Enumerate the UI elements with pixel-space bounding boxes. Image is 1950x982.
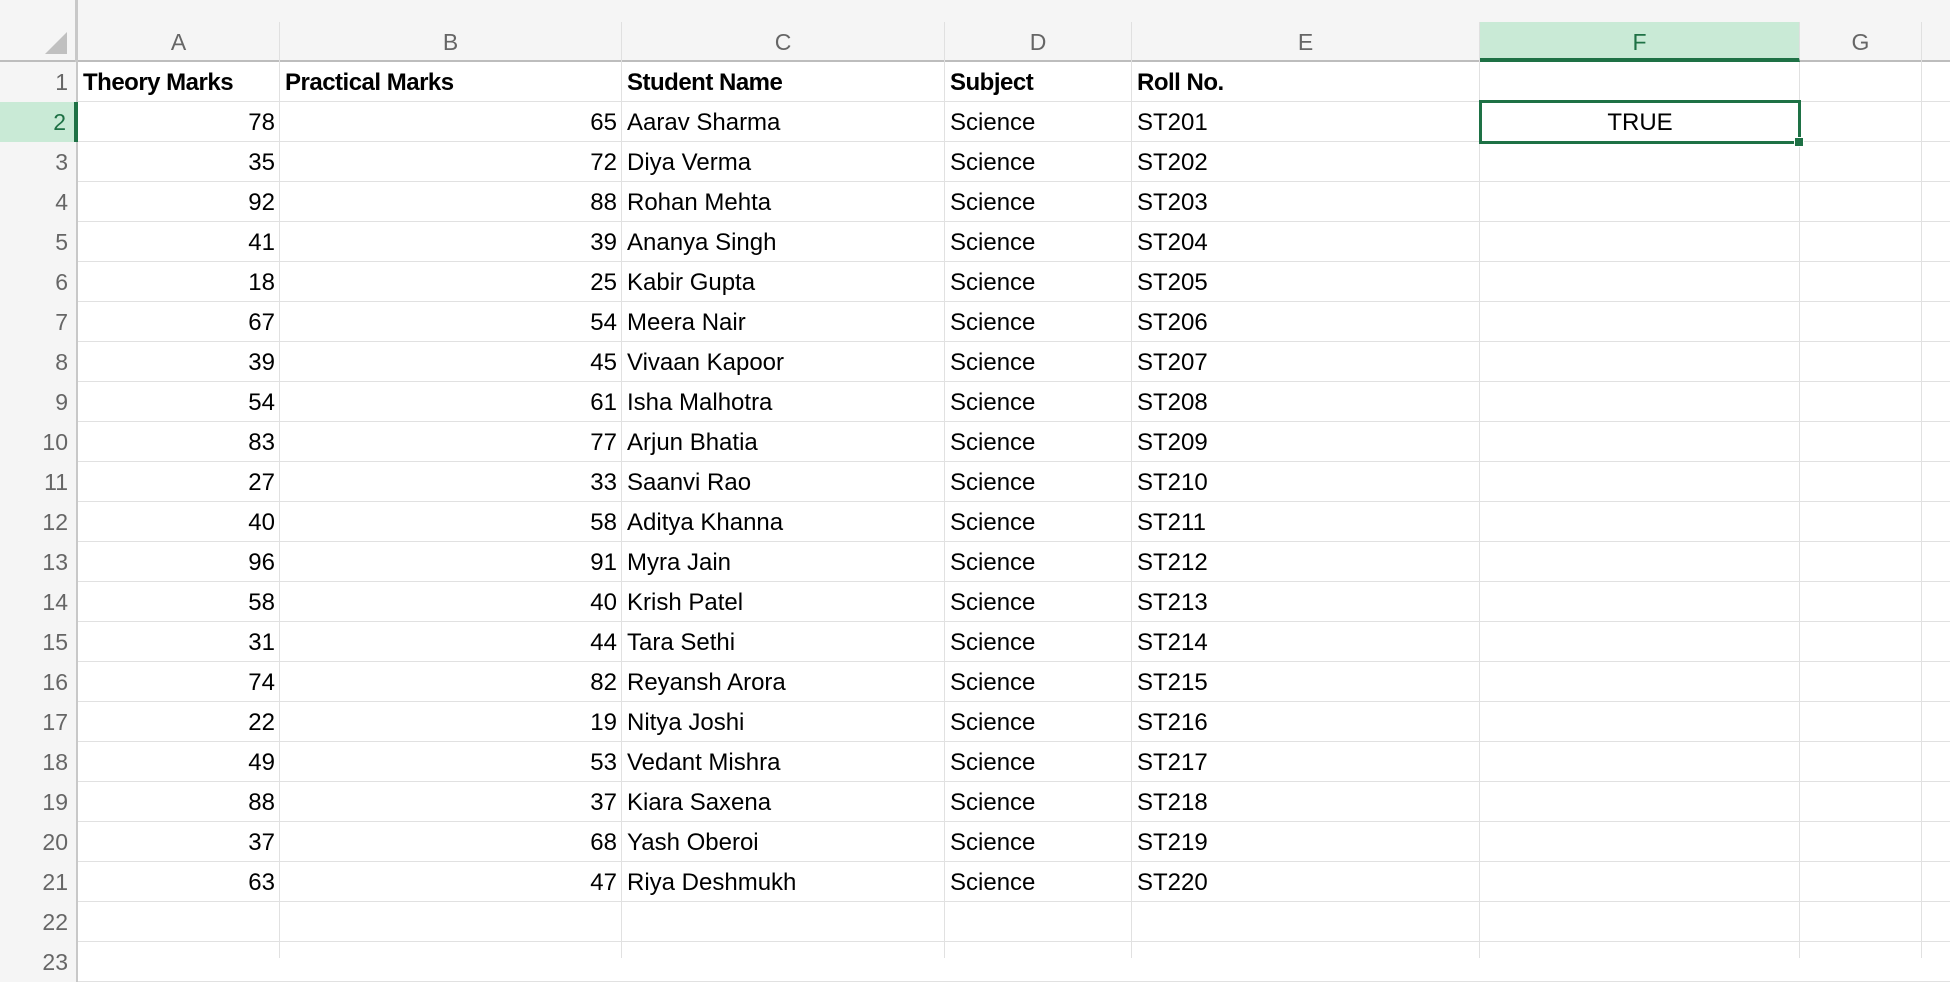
fill-handle[interactable] (1794, 137, 1804, 147)
data-cell[interactable]: 72 (590, 149, 617, 176)
data-cell[interactable]: 83 (248, 429, 275, 456)
data-cell[interactable]: ST215 (1137, 669, 1208, 696)
data-cell[interactable]: Science (950, 509, 1036, 536)
data-cell[interactable]: ST210 (1137, 469, 1208, 496)
data-cell[interactable]: ST204 (1137, 229, 1208, 256)
data-cell[interactable]: ST218 (1137, 789, 1208, 816)
data-cell[interactable]: 92 (248, 189, 275, 216)
row-header-1[interactable]: 1 (0, 62, 78, 102)
data-cell[interactable]: Science (950, 789, 1036, 816)
data-cell[interactable]: Science (950, 149, 1036, 176)
data-cell[interactable]: Science (950, 109, 1036, 136)
data-cell[interactable]: Isha Malhotra (627, 389, 773, 416)
row-header-19[interactable]: 19 (0, 782, 78, 822)
data-cell[interactable]: Science (950, 469, 1036, 496)
select-all-button[interactable] (0, 0, 78, 62)
data-cell[interactable]: 19 (590, 709, 617, 736)
data-cell[interactable]: Science (950, 749, 1036, 776)
data-cell[interactable]: Science (950, 869, 1036, 896)
data-cell[interactable]: Science (950, 189, 1036, 216)
data-cell[interactable]: Aditya Khanna (627, 509, 784, 536)
row-header-8[interactable]: 8 (0, 342, 78, 382)
data-cell[interactable]: ST203 (1137, 189, 1208, 216)
data-cell[interactable]: Ananya Singh (627, 229, 777, 256)
data-cell[interactable]: Kiara Saxena (627, 789, 772, 816)
selected-cell-border (1479, 100, 1801, 144)
data-cell[interactable]: 91 (590, 549, 617, 576)
data-cell[interactable]: 63 (248, 869, 275, 896)
column-header-d[interactable]: D (945, 22, 1132, 62)
data-cell[interactable]: Reyansh Arora (627, 669, 786, 696)
data-cell[interactable]: ST219 (1137, 829, 1208, 856)
data-cell[interactable]: ST209 (1137, 429, 1208, 456)
data-cell[interactable]: 74 (248, 669, 275, 696)
row-header-2[interactable]: 2 (0, 102, 78, 142)
row-header-14[interactable]: 14 (0, 582, 78, 622)
data-cell[interactable]: Riya Deshmukh (627, 869, 797, 896)
row-header-3[interactable]: 3 (0, 142, 78, 182)
data-cell[interactable]: Science (950, 669, 1036, 696)
row-header-4[interactable]: 4 (0, 182, 78, 222)
data-cell[interactable]: ST220 (1137, 869, 1208, 896)
row-header-15[interactable]: 15 (0, 622, 78, 662)
data-cell[interactable]: ST217 (1137, 749, 1208, 776)
row-header-23[interactable]: 23 (0, 942, 78, 982)
select-all-triangle-icon (45, 32, 67, 54)
row-header-18[interactable]: 18 (0, 742, 78, 782)
data-cell[interactable]: ST208 (1137, 389, 1208, 416)
cell-f2[interactable]: TRUE (1607, 109, 1673, 136)
data-cell[interactable]: 39 (248, 349, 275, 376)
data-cell[interactable]: Science (950, 389, 1036, 416)
data-cell[interactable]: ST205 (1137, 269, 1208, 296)
data-cell[interactable]: Meera Nair (627, 309, 746, 336)
row-header-22[interactable]: 22 (0, 902, 78, 942)
data-cell[interactable]: 58 (248, 589, 275, 616)
data-cell[interactable]: 96 (248, 549, 275, 576)
data-cell[interactable]: Science (950, 829, 1036, 856)
data-cell[interactable]: ST206 (1137, 309, 1208, 336)
header-cell[interactable]: Theory Marks (83, 69, 234, 96)
data-cell[interactable]: 45 (590, 349, 617, 376)
data-cell[interactable]: 58 (590, 509, 617, 536)
row-header-6[interactable]: 6 (0, 262, 78, 302)
data-cell[interactable]: ST207 (1137, 349, 1208, 376)
data-cell[interactable]: Science (950, 629, 1036, 656)
data-cell[interactable]: Nitya Joshi (627, 709, 745, 736)
data-cell[interactable]: Science (950, 429, 1036, 456)
data-cell[interactable]: 31 (248, 629, 275, 656)
data-cell[interactable]: ST211 (1137, 509, 1206, 536)
data-cell[interactable]: Science (950, 229, 1036, 256)
column-header-b[interactable]: B (280, 22, 622, 62)
row-gridline (78, 941, 1950, 942)
row-header-13[interactable]: 13 (0, 542, 78, 582)
row-header-5[interactable]: 5 (0, 222, 78, 262)
data-cell[interactable]: 33 (590, 469, 617, 496)
row-header-11[interactable]: 11 (0, 462, 78, 502)
row-header-16[interactable]: 16 (0, 662, 78, 702)
data-cell[interactable]: 40 (590, 589, 617, 616)
data-cell[interactable]: Yash Oberoi (627, 829, 759, 856)
data-cell[interactable]: ST214 (1137, 629, 1208, 656)
data-cell[interactable]: 53 (590, 749, 617, 776)
data-cell[interactable]: ST213 (1137, 589, 1208, 616)
data-cell[interactable]: Saanvi Rao (627, 469, 752, 496)
header-cell[interactable]: Subject (950, 69, 1034, 96)
header-cell[interactable]: Student Name (627, 69, 783, 96)
data-cell[interactable]: Aarav Sharma (627, 109, 781, 136)
data-cell[interactable]: 18 (248, 269, 275, 296)
row-header-9[interactable]: 9 (0, 382, 78, 422)
row-header-7[interactable]: 7 (0, 302, 78, 342)
row-header-20[interactable]: 20 (0, 822, 78, 862)
data-cell[interactable]: 88 (590, 189, 617, 216)
data-cell[interactable]: Science (950, 309, 1036, 336)
column-header-e[interactable]: E (1132, 22, 1480, 62)
data-cell[interactable]: 77 (590, 429, 617, 456)
data-cell[interactable]: 65 (590, 109, 617, 136)
data-cell[interactable]: 39 (590, 229, 617, 256)
data-cell[interactable]: Science (950, 349, 1036, 376)
data-cell[interactable]: 37 (590, 789, 617, 816)
data-cell[interactable]: 88 (248, 789, 275, 816)
row-header-12[interactable]: 12 (0, 502, 78, 542)
data-cell[interactable]: 68 (590, 829, 617, 856)
row-header-21[interactable]: 21 (0, 862, 78, 902)
data-cell[interactable]: Myra Jain (627, 549, 732, 576)
data-cell[interactable]: 44 (590, 629, 617, 656)
column-gridline (1799, 62, 1800, 958)
column-header-a[interactable]: A (78, 22, 280, 62)
data-cell[interactable]: 82 (590, 669, 617, 696)
data-cell[interactable]: Arjun Bhatia (627, 429, 758, 456)
data-cell[interactable]: Science (950, 589, 1036, 616)
data-cell[interactable]: Science (950, 269, 1036, 296)
data-cell[interactable]: 61 (590, 389, 617, 416)
column-header-c[interactable]: C (622, 22, 945, 62)
data-cell[interactable]: 25 (590, 269, 617, 296)
data-cell[interactable]: 78 (248, 109, 275, 136)
data-cell[interactable]: Tara Sethi (627, 629, 736, 656)
data-cell[interactable]: Science (950, 549, 1036, 576)
data-cell[interactable]: Krish Patel (627, 589, 744, 616)
data-cell[interactable]: 27 (248, 469, 275, 496)
row-header-10[interactable]: 10 (0, 422, 78, 462)
data-cell[interactable]: Diya Verma (627, 149, 752, 176)
column-gridline (1921, 62, 1922, 958)
data-cell[interactable]: Kabir Gupta (627, 269, 756, 296)
data-cell[interactable]: 49 (248, 749, 275, 776)
data-cell[interactable]: 37 (248, 829, 275, 856)
data-cell[interactable]: 54 (248, 389, 275, 416)
data-cell[interactable]: ST201 (1137, 109, 1208, 136)
data-cell[interactable]: 40 (248, 509, 275, 536)
column-header-f[interactable]: F (1480, 22, 1800, 62)
data-cell[interactable]: Science (950, 709, 1036, 736)
column-header-g[interactable]: G (1800, 22, 1922, 62)
header-cell[interactable]: Roll No. (1137, 69, 1224, 96)
header-cell[interactable]: Practical Marks (285, 69, 454, 96)
data-cell[interactable]: ST216 (1137, 709, 1208, 736)
data-cell[interactable]: 35 (248, 149, 275, 176)
data-cell[interactable]: 41 (248, 229, 275, 256)
data-cell[interactable]: 54 (590, 309, 617, 336)
data-cell[interactable]: Vedant Mishra (627, 749, 781, 776)
data-cell[interactable]: Rohan Mehta (627, 189, 772, 216)
data-cell[interactable]: 67 (248, 309, 275, 336)
data-cell[interactable]: Vivaan Kapoor (627, 349, 785, 376)
row-header-17[interactable]: 17 (0, 702, 78, 742)
data-cell[interactable]: ST202 (1137, 149, 1208, 176)
data-cell[interactable]: ST212 (1137, 549, 1208, 576)
data-cell[interactable]: 47 (590, 869, 617, 896)
data-cell[interactable]: 22 (248, 709, 275, 736)
